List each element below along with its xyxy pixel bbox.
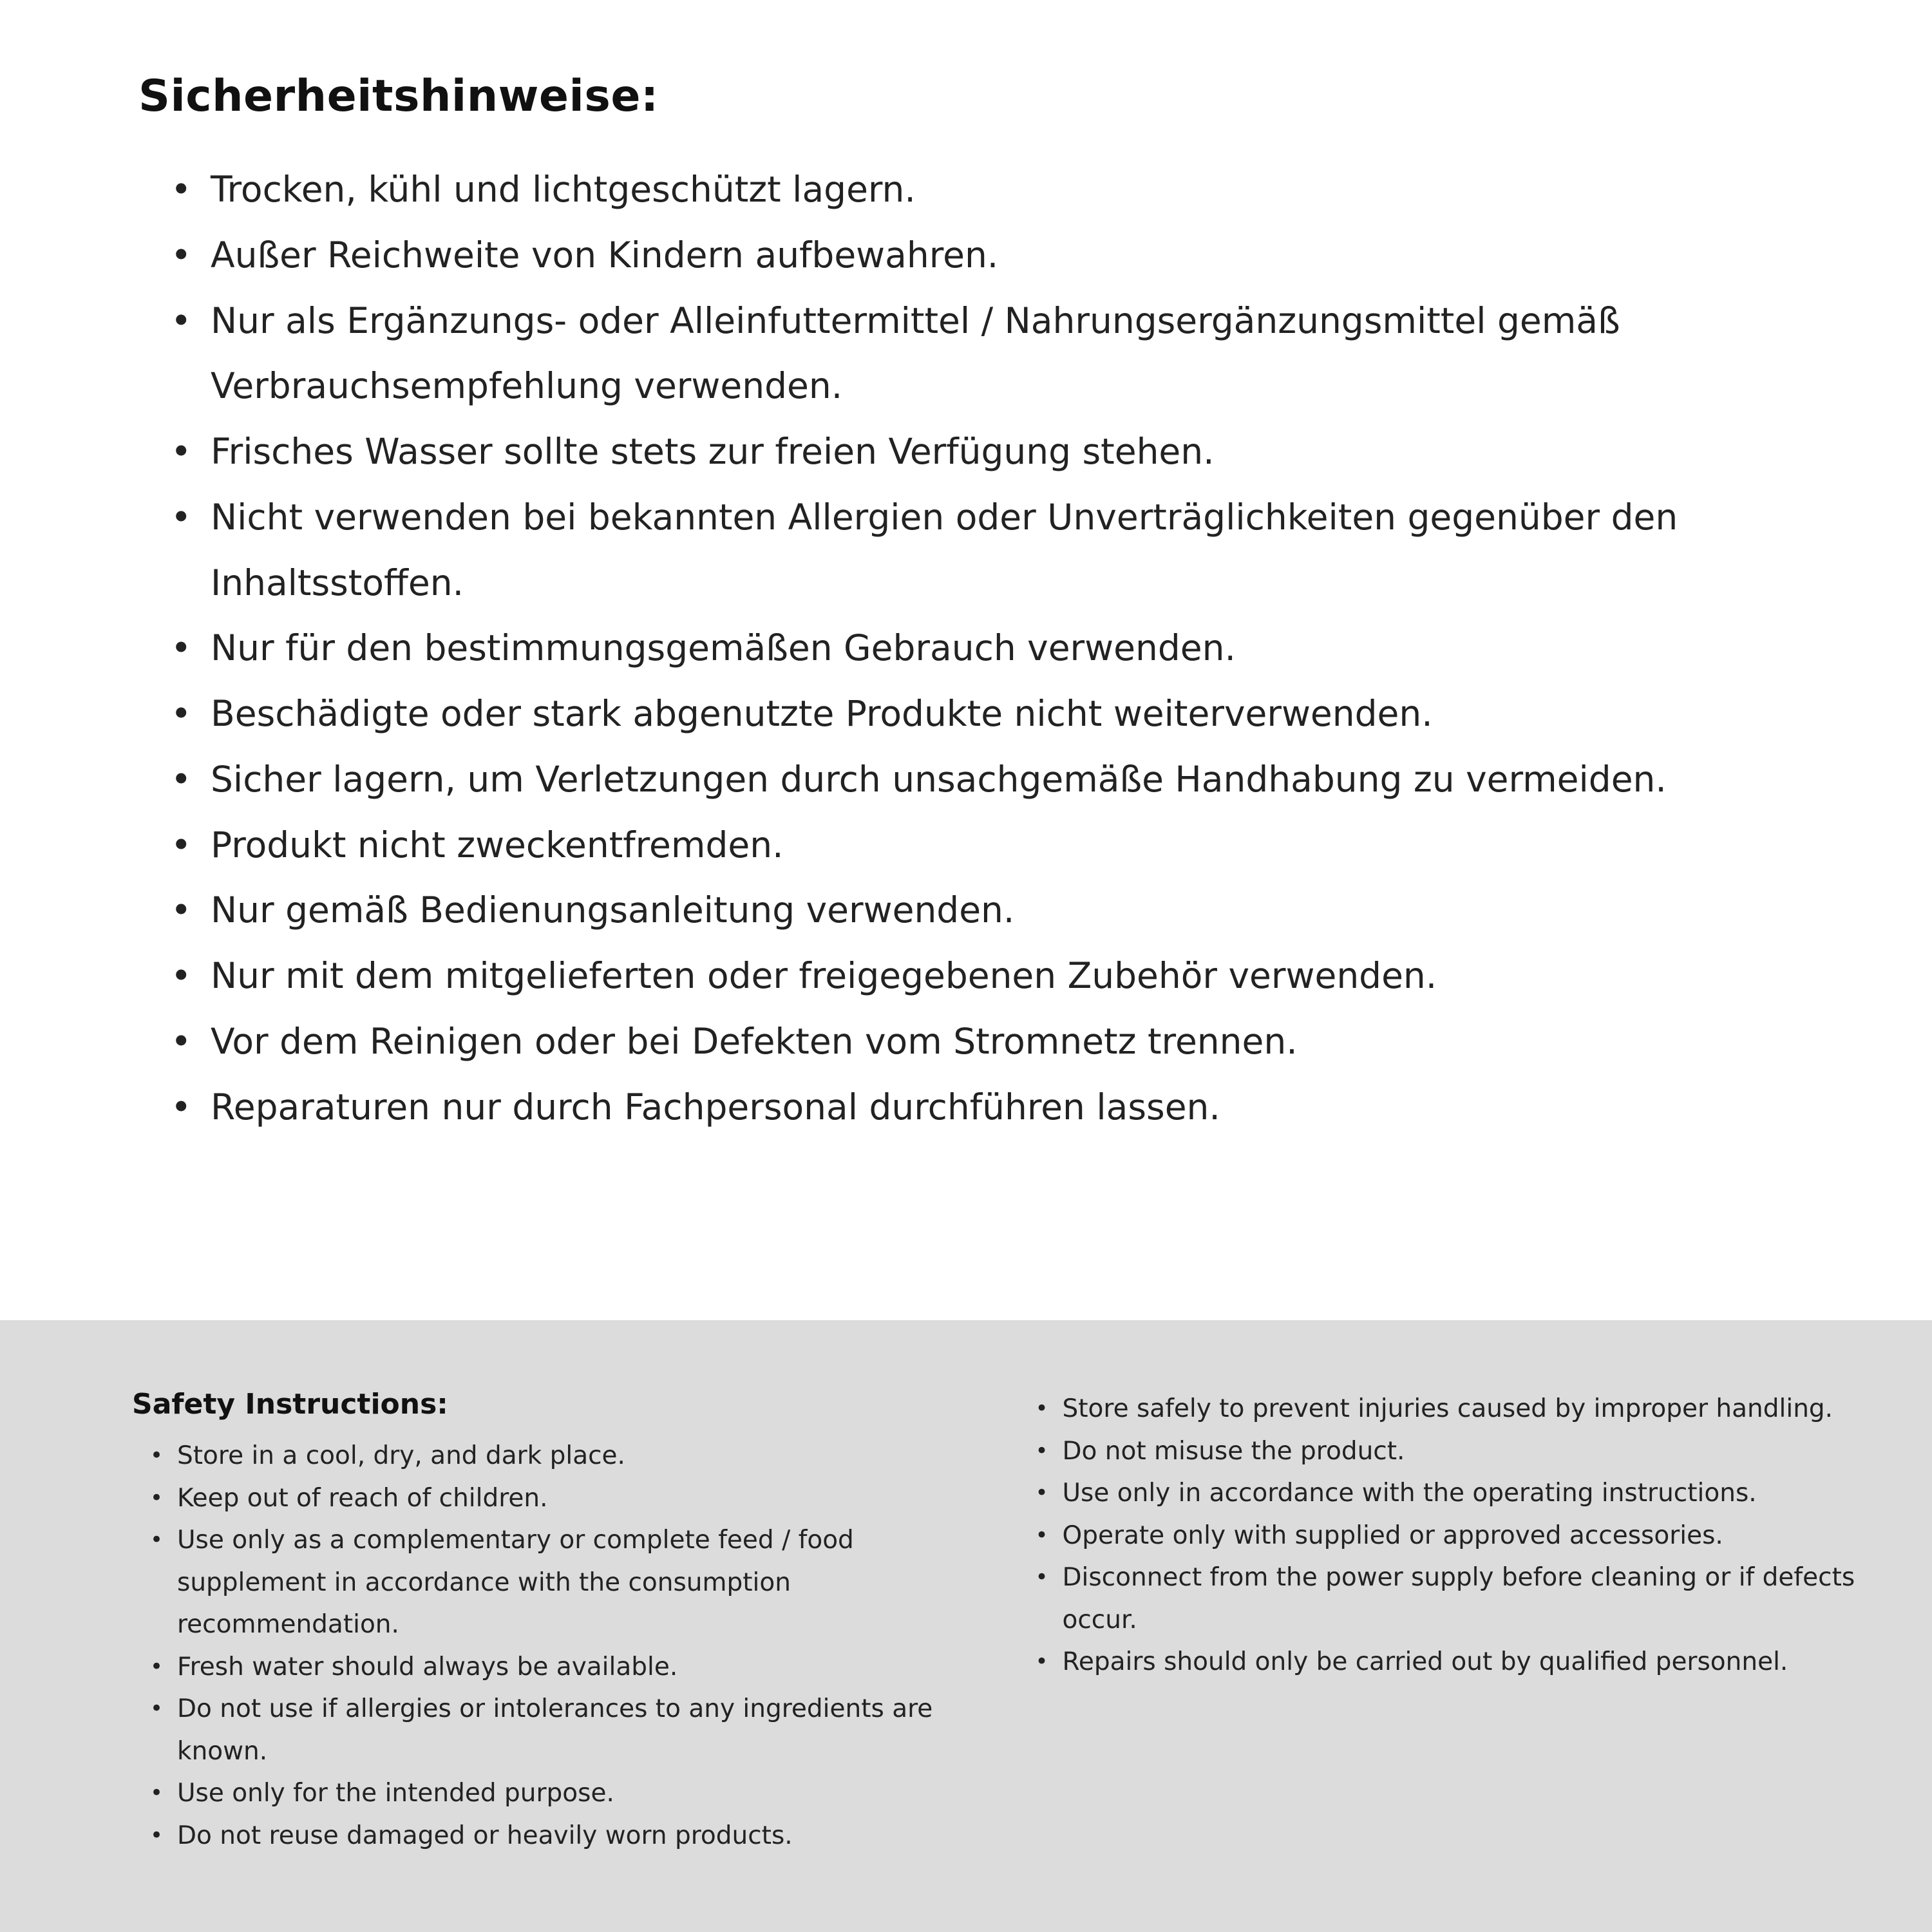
german-safety-list	[138, 157, 1835, 1140]
english-columns	[132, 1388, 1861, 1857]
german-safety-item: • Vor dem Reinigen oder bei Defekten vom Stromnetz trennen.	[171, 1009, 1835, 1075]
english-safety-item: • Store in a cool, dry, and dark place.	[150, 1435, 958, 1477]
english-safety-item: • Do not misuse the product.	[1036, 1430, 1862, 1473]
english-section-title: Safety Instructions:	[132, 1388, 448, 1421]
german-safety-item: • Nur als Ergänzungs- oder Alleinfuttermittel / Nahrungsergänzungsmittel gemäß Verbrauchsempfehlung verwenden.	[171, 289, 1835, 420]
english-safety-list-left	[132, 1435, 958, 1857]
english-safety-item: • Do not reuse damaged or heavily worn products.	[150, 1815, 958, 1857]
german-safety-item: • Außer Reichweite von Kindern aufbewahren.	[171, 223, 1835, 289]
english-safety-item: • Keep out of reach of children.	[150, 1477, 958, 1520]
english-safety-item: • Store safely to prevent injuries caused by improper handling.	[1036, 1388, 1862, 1430]
german-safety-item: • Beschädigte oder stark abgenutzte Produkte nicht weiterverwenden.	[171, 681, 1835, 747]
english-safety-item: • Use only for the intended purpose.	[150, 1772, 958, 1815]
english-safety-item: • Fresh water should always be available.	[150, 1646, 958, 1689]
english-right-column	[1036, 1388, 1862, 1857]
english-safety-item: • Use only as a complementary or complete feed / food supplement in accordance with the consumption recommendation.	[150, 1519, 958, 1646]
english-safety-item: • Repairs should only be carried out by qualified personnel.	[1036, 1641, 1862, 1683]
german-safety-item: • Reparaturen nur durch Fachpersonal durchführen lassen.	[171, 1075, 1835, 1141]
german-safety-item: • Nur mit dem mitgelieferten oder freigegebenen Zubehör verwenden.	[171, 943, 1835, 1009]
german-section-title: Sicherheitshinweise:	[138, 71, 659, 122]
german-safety-item: • Frisches Wasser sollte stets zur freien Verfügung stehen.	[171, 419, 1835, 485]
english-safety-list-right	[1036, 1388, 1862, 1683]
english-safety-section	[0, 1320, 1932, 1932]
english-safety-item: • Do not use if allergies or intolerances to any ingredients are known.	[150, 1688, 958, 1772]
german-safety-item: • Produkt nicht zweckentfremden.	[171, 813, 1835, 878]
english-safety-item: • Disconnect from the power supply before cleaning or if defects occur.	[1036, 1557, 1862, 1641]
german-safety-item: • Nur gemäß Bedienungsanleitung verwenden.	[171, 878, 1835, 943]
english-safety-item: • Use only in accordance with the operating instructions.	[1036, 1472, 1862, 1515]
german-safety-item: • Nur für den bestimmungsgemäßen Gebrauch verwenden.	[171, 616, 1835, 681]
english-safety-item: • Operate only with supplied or approved accessories.	[1036, 1515, 1862, 1557]
german-safety-item: • Sicher lagern, um Verletzungen durch unsachgemäße Handhabung zu vermeiden.	[171, 747, 1835, 813]
english-left-column	[132, 1388, 958, 1857]
german-safety-item: • Trocken, kühl und lichtgeschützt lagern.	[171, 157, 1835, 223]
german-safety-item: • Nicht verwenden bei bekannten Allergien oder Unverträglichkeiten gegenüber den Inhaltsstoffen.	[171, 485, 1835, 616]
